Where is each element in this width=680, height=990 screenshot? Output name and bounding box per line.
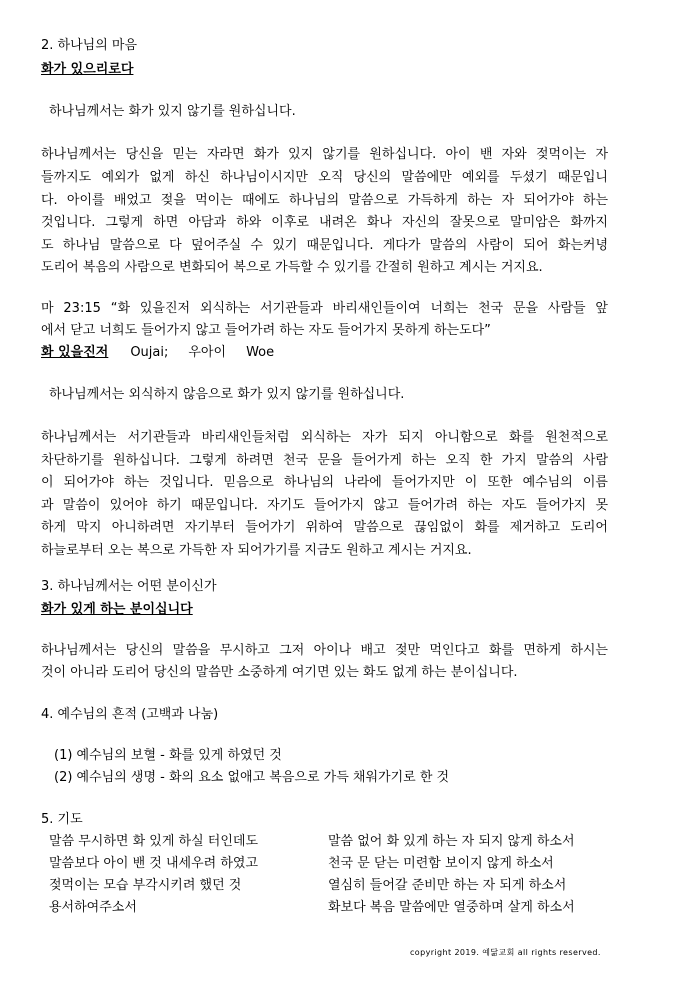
copyright-footer: copyright 2019. 예닮교회 all rights reserved. [410,948,601,957]
section2-subheading: 화가 있으리로다 [41,62,134,77]
section2-paragraph2-line: 하늘로부터 오는 복으로 가득한 자 되어가기를 지금도 원하고 계시는 거지요. [41,543,472,558]
section2-paragraph2-line: 차단하기를 원하십니다. 그렇게 하려면 천국 문을 들어가게 하는 오직 한 가지 말씀의 사람 [41,453,608,468]
section2-paragraph-line: 것입니다. 그렇게 하면 아담과 하와 이후로 내려온 화나 자신의 잘못으로 말미암은 화까지 [41,215,608,230]
section2-lead: 하나님께서는 화가 있지 않기를 원하십니다. [49,104,296,119]
word-ref-korean: 우아이 [188,345,227,360]
section2-paragraph-line: 들까지도 예외가 없게 하신 하나님이시지만 오직 당신의 말씀에만 예외를 두셨기 때문입니 [41,170,608,185]
prayer-left-line: 젖먹이는 모습 부각시키려 했던 것 [49,878,242,893]
prayer-left-line: 용서하여주소서 [49,900,137,915]
section4-item: (2) 예수님의 생명 - 화의 요소 없애고 복음으로 가득 채워가기로 한 것 [54,770,450,785]
prayer-right-line: 천국 문 닫는 미련함 보이지 않게 하소서 [328,856,554,871]
section2-paragraph2-line: 이 되어가야 하는 것입니다. 믿음으로 하나님의 나라에 들어가지만 이 또한 예수님의 이름 [41,475,608,490]
prayer-left-line: 말씀 무시하면 화 있게 하실 터인데도 [49,834,259,849]
prayer-left-line: 말씀보다 아이 밴 것 내세우려 하였고 [49,856,259,871]
section2-paragraph2-line: 하게 막지 아니하려면 자기부터 들어가기 위하여 말씀으로 끊임없이 화를 제거하고 도리어 [41,520,608,535]
word-study-label: 화 있을진저 [41,345,109,360]
section2-paragraph-line: 도 하나님 말씀으로 다 덮어주실 수 있기 때문입니다. 게다가 말씀의 사람이 되어 화는커녕 [41,238,608,253]
section5-heading: 5. 기도 [41,812,83,827]
verse-line: 마 23:15 “화 있을진저 외식하는 서기관들과 바리새인들이여 너희는 천국 문을 사람들 앞 [41,301,608,316]
prayer-right-line: 열심히 들어갈 준비만 하는 자 되게 하소서 [328,878,567,893]
section2-lead2: 하나님께서는 외식하지 않음으로 화가 있지 않기를 원하십니다. [49,387,405,402]
section3-subheading: 화가 있게 하는 분이십니다 [41,602,193,617]
section2-heading: 2. 하나님의 마음 [41,38,138,53]
section2-paragraph-line: 하나님께서는 당신을 믿는 자라면 화가 있지 않기를 원하십니다. 아이 밴 자와 젖먹이는 자 [41,147,608,162]
section2-paragraph-line: 도리어 복음의 사람으로 변화되어 복으로 가득할 수 있기를 간절히 원하고 계시는 거지요. [41,260,543,275]
section3-paragraph-line: 것이 아니라 도리어 당신의 말씀만 소중하게 여기면 있는 화도 없게 하는 분이십니다. [41,665,518,680]
word-ref-english: Woe [246,345,275,360]
word-study-row [41,346,274,359]
section3-heading: 3. 하나님께서는 어떤 분이신가 [41,579,217,594]
section4-item: (1) 예수님의 보혈 - 화를 있게 하였던 것 [54,748,282,763]
section2-paragraph2-line: 하나님께서는 서기관들과 바리새인들처럼 외식하는 자가 되지 아니함으로 화를 원천적으로 [41,430,608,445]
section4-heading: 4. 예수님의 흔적 (고백과 나눔) [41,707,219,722]
prayer-right-line: 말씀 없어 화 있게 하는 자 되지 않게 하소서 [328,834,575,849]
word-ref-greek: Oujai; [130,345,169,360]
section2-paragraph2-line: 과 말씀이 있어야 하기 때문입니다. 자기도 들어가지 않고 들어가려 하는 자도 들어가지 못 [41,498,608,513]
section3-paragraph-line: 하나님께서는 당신의 말씀을 무시하고 그저 아이나 배고 젖만 먹인다고 화를 면하게 하시는 [41,643,608,658]
prayer-right-line: 화보다 복음 말씀에만 열중하며 살게 하소서 [328,900,575,915]
section2-paragraph-line: 다. 아이를 배었고 젖을 먹이는 때에도 하나님의 말씀으로 가득하게 하는 자 되어가야 하는 [41,193,608,208]
verse-line: 에서 닫고 너희도 들어가지 않고 들어가려 하는 자도 들어가지 못하게 하는도다” [41,323,491,338]
